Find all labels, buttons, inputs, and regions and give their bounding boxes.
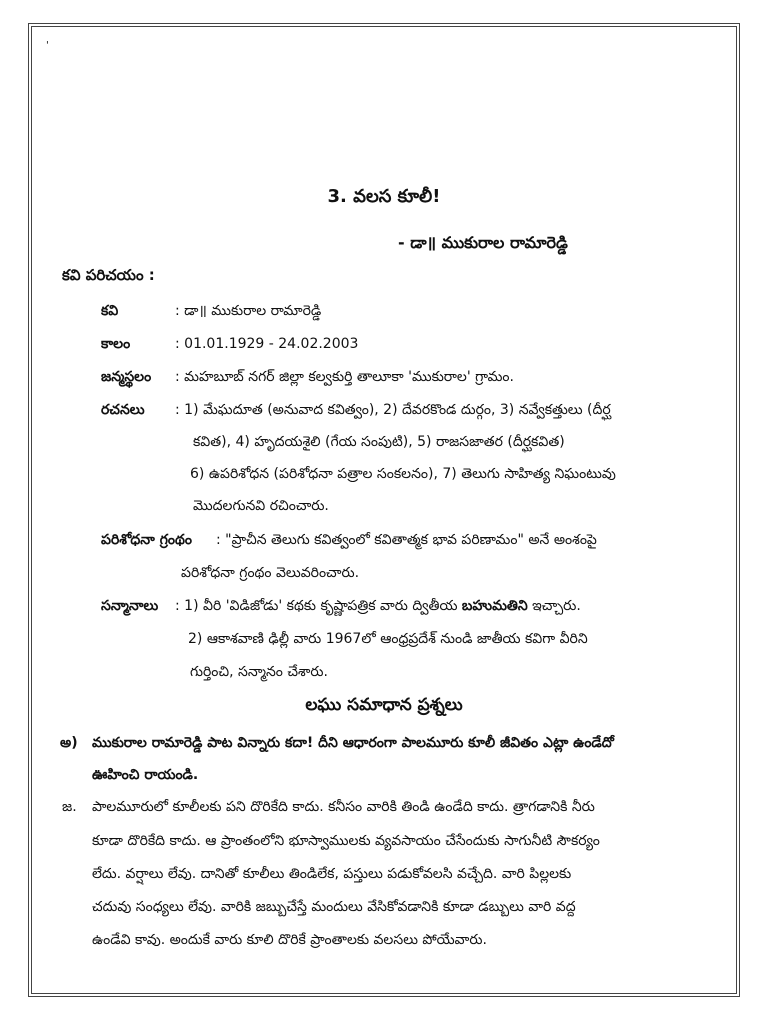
lesson-title: 3. వలస కూలీ!: [327, 186, 441, 207]
author-line: - డా॥ ముకురాల రామారెడ్డి: [398, 233, 568, 252]
sanmanalu-line: 2) ఆకాశవాణి ఢిల్లీ వారు 1967లో ఆంధ్రప్రదేశ్ నుండి జాతీయ కవిగా వీరిని: [188, 631, 588, 647]
questions-heading: లఘు సమాధాన ప్రశ్నలు: [305, 695, 463, 715]
janma-value: : మహబూబ్ నగర్ జిల్లా కల్వకుర్తి తాలూకా 'ముకురాల' గ్రామం.: [175, 369, 514, 385]
kalam-value: : 01.01.1929 - 24.02.2003: [175, 336, 359, 352]
kalam-label: కాలం: [101, 336, 131, 352]
rachanalu-line: : 1) మేఘదూత (అనువాద కవిత్వం), 2) దేవరకొండ దుర్గం, 3) నవ్వేకత్తులు (దీర్ఘ: [175, 402, 611, 418]
sanmanalu-line: [175, 598, 581, 617]
rachanalu-label: రచనలు: [101, 402, 145, 418]
answer-line: లేదు. వర్షాలు లేవు. దానితో కూలీలు తిండిలేక, పస్తులు పడుకోవలసి వచ్చేది. వారి పిల్లలకు: [92, 866, 572, 882]
answer-line: పాలమూరులో కూలీలకు పని దొరికేది కాదు. కనీసం వారికి తిండి ఉండేది కాదు. త్రాగడానికి నీరు: [92, 799, 595, 815]
answer-marker: జ.: [62, 799, 77, 815]
question-marker: అ): [60, 735, 78, 751]
answer-line: కూడా దొరికేది కాదు. ఆ ప్రాంతంలోని భూస్వాములకు వ్యవసాయం చేసేందుకు సాగునీటి సౌకర్యం: [92, 833, 600, 849]
rachanalu-line: 6) ఉపరిశోధన (పరిశోధనా పత్రాల సంకలనం), 7) తెలుగు సాహిత్య నిఘంటువు: [190, 466, 616, 482]
answer-line: ఉండేవి కావు. అందుకే వారు కూలి దొరికే ప్రాంతాలకు వలసలు పోయేవారు.: [92, 932, 487, 948]
sanmanalu-label: సన్మానాలు: [101, 598, 159, 614]
kavi-label: కవి: [101, 303, 119, 319]
question-line: ఊహించి రాయండి.: [92, 767, 199, 783]
sanmanalu-bold-text: బహుమతిని: [461, 598, 528, 614]
sanmanalu-text: ఇచ్చారు.: [527, 598, 581, 614]
section-heading: కవి పరిచయం :: [62, 266, 155, 284]
janma-label: జన్మస్థలం: [101, 369, 152, 385]
rachanalu-line: మొదలగునవి రచించారు.: [193, 498, 329, 514]
parishodhana-label: పరిశోధనా గ్రంథం: [101, 532, 192, 548]
question-line: ముకురాల రామారెడ్డి పాట విన్నారు కదా! దీని ఆధారంగా పాలమూరు కూలీ జీవితం ఎట్లా ఉండేదో: [92, 735, 614, 751]
rachanalu-line: కవిత), 4) హృదయశైలి (గేయ సంపుటి), 5) రాజసజాతర (దీర్ఘకవిత): [193, 434, 565, 450]
kavi-value: : డా॥ ముకురాల రామారెడ్డి: [175, 303, 322, 319]
sanmanalu-line: గుర్తించి, సన్మానం చేశారు.: [190, 664, 328, 680]
parishodhana-line: : "ప్రాచీన తెలుగు కవిత్వంలో కవితాత్మక భావ పరిణామం" అనే అంశంపై: [216, 532, 597, 548]
corner-mark: ': [46, 40, 49, 51]
parishodhana-line: పరిశోధనా గ్రంథం వెలువరించారు.: [181, 565, 360, 581]
sanmanalu-text: : 1) వీరి 'విడిజోడు' కథకు కృష్ణాపత్రిక వారు ద్వితీయ: [175, 598, 462, 614]
answer-line: చదువు సంధ్యలు లేవు. వారికి జబ్బుచేస్తే మందులు వేసికోవడానికి కూడా డబ్బులు వారి వద్ద: [92, 899, 576, 915]
